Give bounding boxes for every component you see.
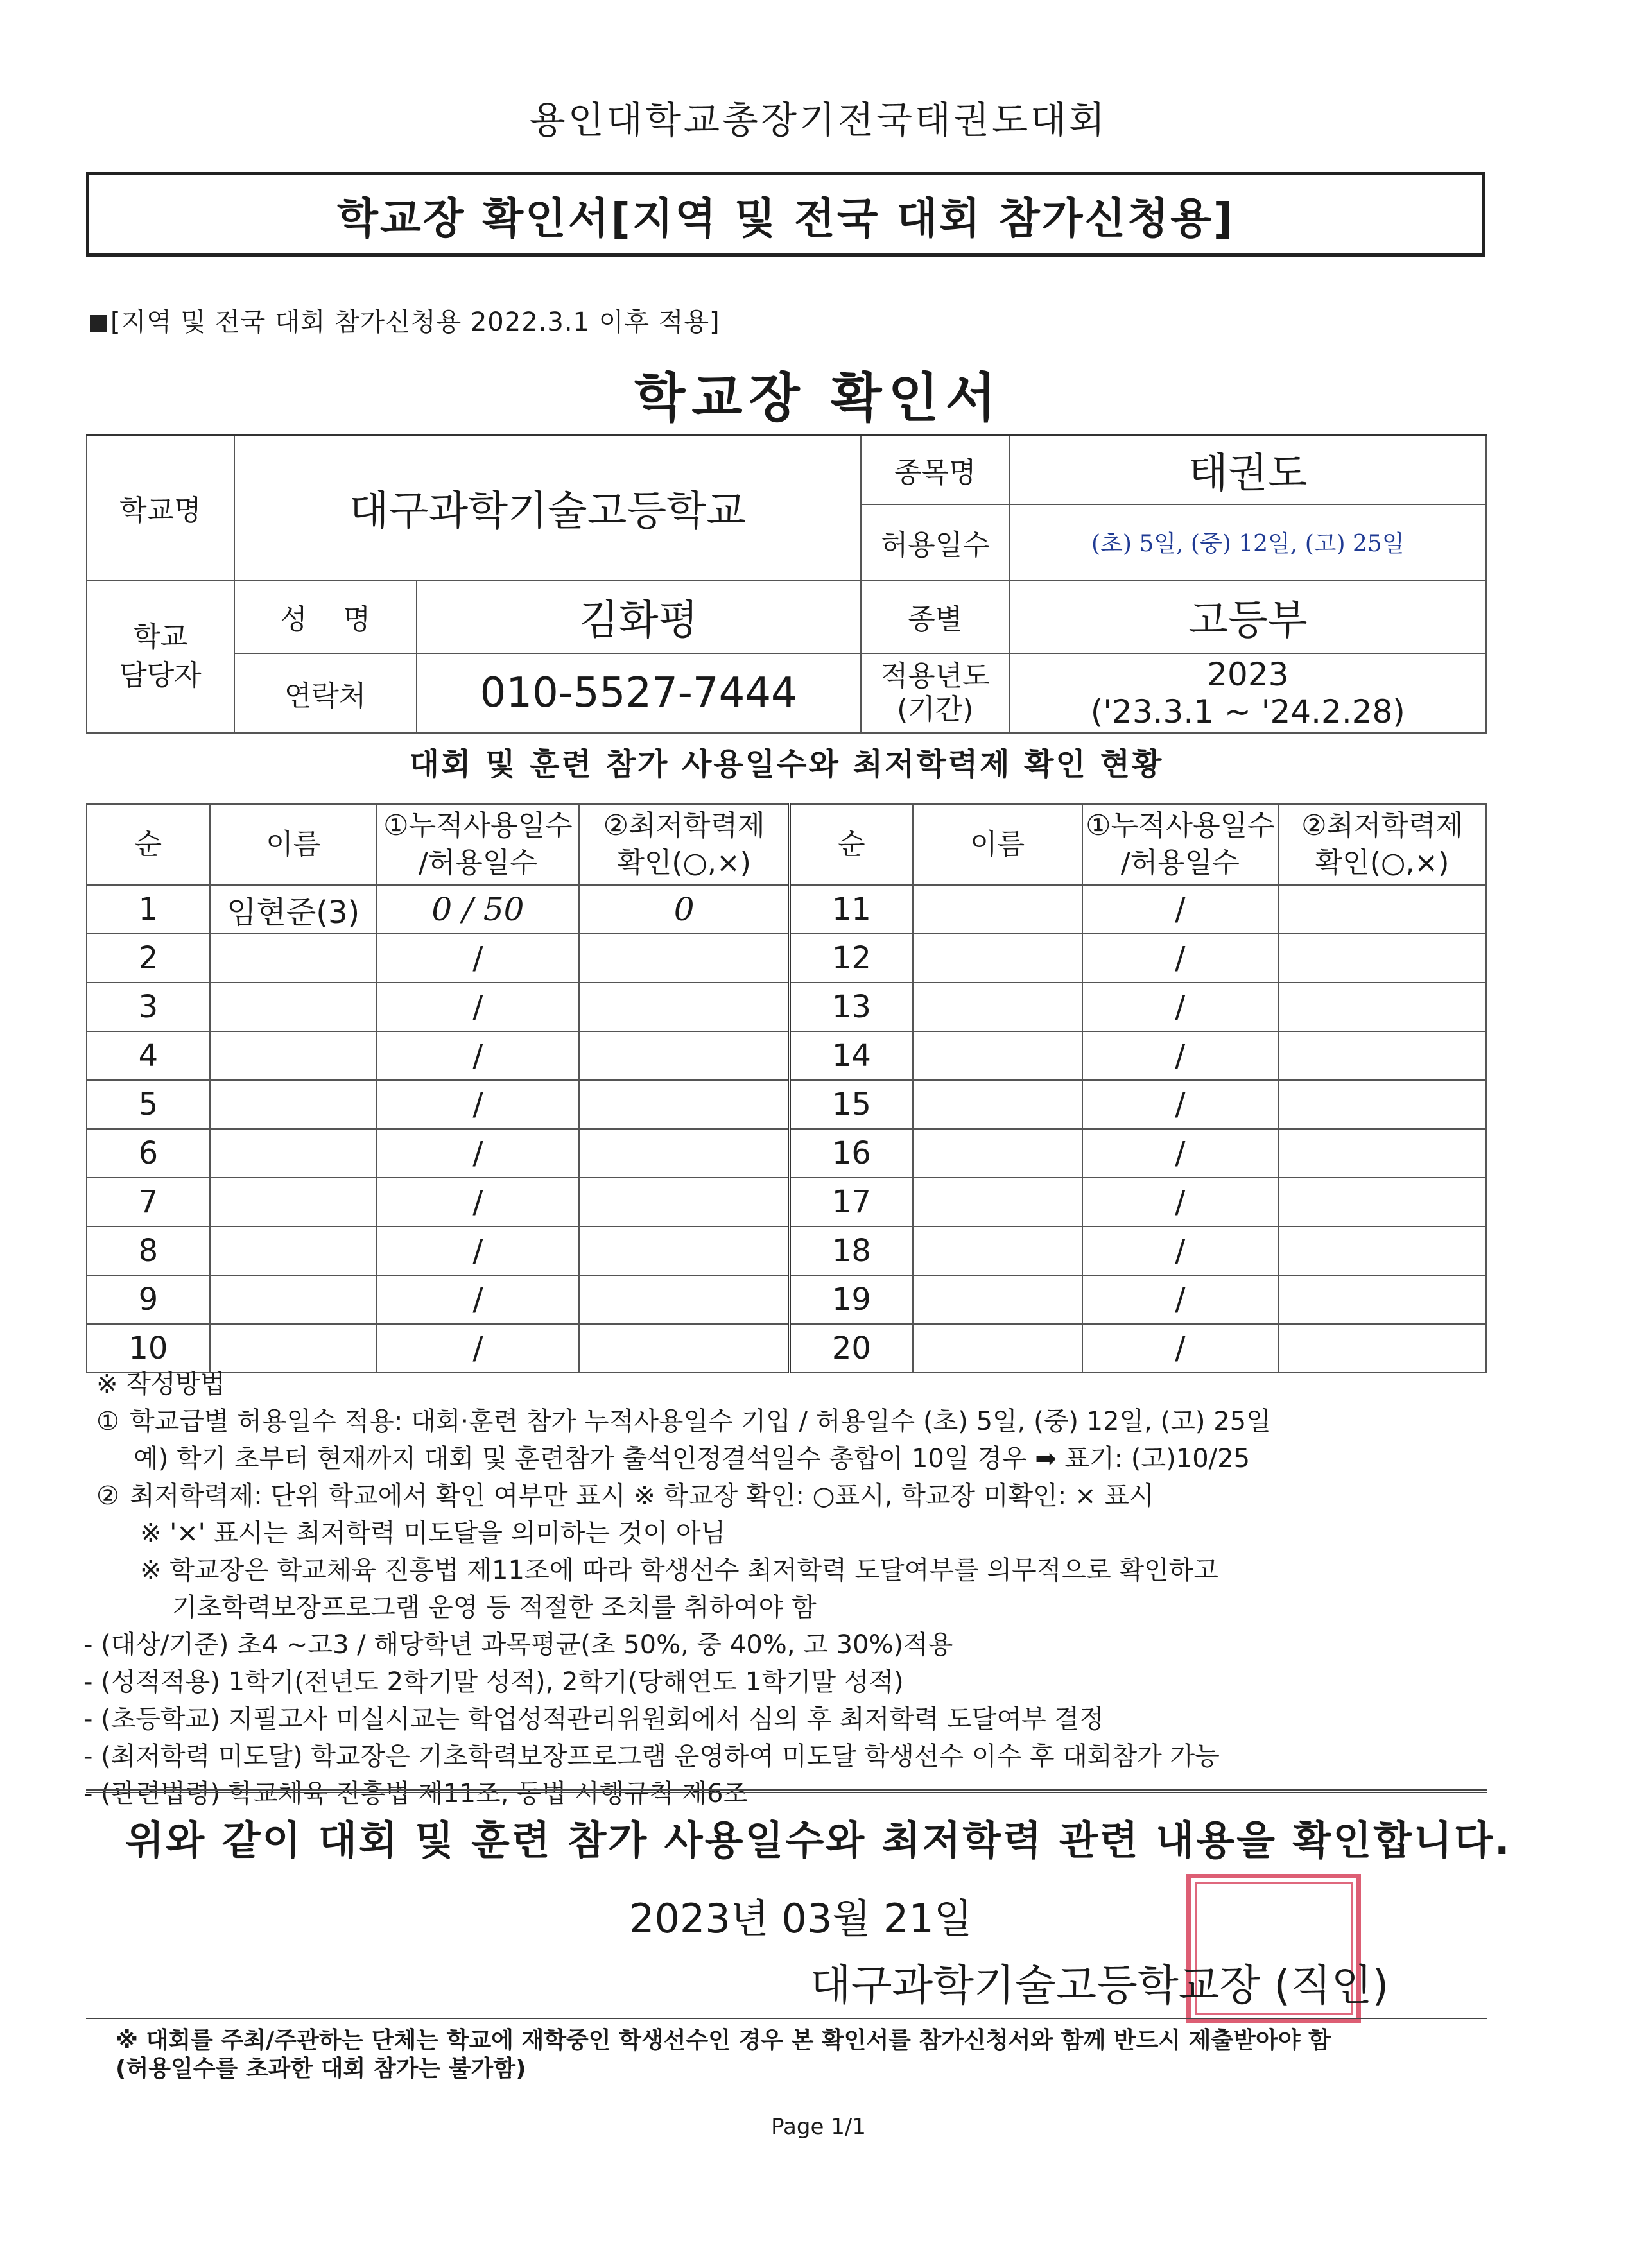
- allowed-days-value: (초) 5일, (중) 12일, (고) 25일: [1010, 504, 1486, 580]
- header-name: 이름: [210, 804, 377, 885]
- records-header-row: [87, 804, 1486, 885]
- row-name: [210, 1275, 377, 1324]
- row-name: [913, 983, 1082, 1031]
- page-number: Page 1/1: [771, 2114, 866, 2140]
- division-value: 고등부: [1010, 580, 1486, 653]
- table-row: [87, 1031, 1486, 1080]
- notice-line: [90, 302, 720, 338]
- row-number: 2: [87, 934, 210, 983]
- row-number: 5: [87, 1080, 210, 1129]
- row-days: /: [377, 1031, 580, 1080]
- year-value: 2023: [1207, 655, 1289, 693]
- instruction-example: 예) 학기 초부터 현재까지 대회 및 훈련참가 출석인정결석일수 총합이 10일 경우 ➡ 표기: (고)10/25: [134, 1444, 1251, 1473]
- manager-name: 김화평: [417, 580, 861, 653]
- row-check: [579, 1080, 790, 1129]
- item-number: ②: [96, 1481, 119, 1511]
- row-name: [913, 1178, 1082, 1226]
- row-number: 17: [790, 1178, 913, 1226]
- row-number: 13: [790, 983, 913, 1031]
- row-name: [913, 885, 1082, 934]
- year-cell: [1010, 653, 1486, 733]
- divider: [86, 1789, 1487, 1793]
- school-name: 대구과학기술고등학교: [234, 435, 861, 580]
- allowed-days-label: 허용일수: [861, 504, 1010, 580]
- instruction-bullet: - (성적적용) 1학기(전년도 2학기말 성적), 2학기(당해연도 1학기말 성적): [83, 1667, 904, 1697]
- instruction-item-1: 학교급별 허용일수 적용: 대회·훈련 참가 누적사용일수 기입 / 허용일수 (초) 5일, (중) 12일, (고) 25일: [130, 1407, 1271, 1436]
- table-row: [87, 1178, 1486, 1226]
- school-label: 학교명: [87, 435, 234, 580]
- table-row: [87, 1129, 1486, 1178]
- instruction-note-1: ※ '×' 표시는 최저학력 미도달을 의미하는 것이 아님: [140, 1518, 726, 1548]
- confirmation-text: 위와 같이 대회 및 훈련 참가 사용일수와 최저학력 관련 내용을 확인합니다.: [125, 1817, 1512, 1864]
- table-row: [87, 1080, 1486, 1129]
- table-row: [87, 934, 1486, 983]
- row-name: [913, 1226, 1082, 1275]
- row-days: /: [377, 1080, 580, 1129]
- row-days: /: [377, 1275, 580, 1324]
- instruction-bullet: - (관련법령) 학교체육 진흥법 제11조, 동법 시행규칙 제6조: [83, 1779, 749, 1808]
- instruction-bullet: - (대상/기준) 초4 ~고3 / 해당학년 과목평균(초 50%, 중 40%, 고 30%)적용: [83, 1630, 953, 1660]
- row-number: 3: [87, 983, 210, 1031]
- instruction-item-2: 최저학력제: 단위 학교에서 확인 여부만 표시 ※ 학교장 확인: ○표시, 학교장 미확인: × 표시: [130, 1481, 1154, 1511]
- row-check: [579, 1129, 790, 1178]
- row-days: /: [1082, 983, 1279, 1031]
- row-number: 20: [790, 1324, 913, 1373]
- name-label: 성 명: [234, 580, 417, 653]
- row-name: [210, 983, 377, 1031]
- contact-value: 010-5527-7444: [417, 653, 861, 733]
- row-check: [579, 934, 790, 983]
- row-days: /: [1082, 1031, 1279, 1080]
- row-number: 9: [87, 1275, 210, 1324]
- row-number: 8: [87, 1226, 210, 1275]
- row-check: [1278, 1275, 1486, 1324]
- info-table: [86, 434, 1487, 734]
- item-number: ①: [96, 1407, 119, 1436]
- row-check: [579, 983, 790, 1031]
- square-bullet-icon: [90, 315, 107, 332]
- footer-divider: [86, 2018, 1487, 2019]
- header-check: ②최저학력제 확인(○,×): [1278, 804, 1486, 885]
- row-name: 임현준(3): [210, 885, 377, 934]
- instruction-note-2: ※ 학교장은 학교체육 진흥법 제11조에 따라 학생선수 최저학력 도달여부를 의무적으로 확인하고: [140, 1556, 1218, 1585]
- table-row: [87, 885, 1486, 934]
- row-check: [1278, 1031, 1486, 1080]
- status-title: 대회 및 훈련 참가 사용일수와 최저학력제 확인 현황: [409, 746, 1164, 782]
- row-days: /: [1082, 934, 1279, 983]
- table-row: [87, 1226, 1486, 1275]
- row-days: /: [377, 934, 580, 983]
- row-check: [1278, 1080, 1486, 1129]
- date: 2023년 03월 21일: [629, 1895, 973, 1942]
- year-label: 적용년도 (기간): [861, 653, 1010, 733]
- row-check: [1278, 1129, 1486, 1178]
- event-title: 용인대학교총장기전국태권도대회: [529, 98, 1108, 142]
- sport-value: 태권도: [1010, 435, 1486, 504]
- row-days: /: [1082, 1275, 1279, 1324]
- row-check: [1278, 885, 1486, 934]
- row-number: 7: [87, 1178, 210, 1226]
- row-number: 14: [790, 1031, 913, 1080]
- row-number: 11: [790, 885, 913, 934]
- row-check: [579, 1031, 790, 1080]
- row-name: [913, 1080, 1082, 1129]
- contact-label: 연락처: [234, 653, 417, 733]
- row-days: /: [1082, 1178, 1279, 1226]
- row-name: [913, 1129, 1082, 1178]
- row-name: [210, 1129, 377, 1178]
- instruction-bullet: - (최저학력 미도달) 학교장은 기초학력보장프로그램 운영하여 미도달 학생선수 이수 후 대회참가 가능: [83, 1742, 1220, 1771]
- instructions-heading: ※ 작성방법: [96, 1370, 225, 1399]
- table-row: [87, 1275, 1486, 1324]
- row-number: 1: [87, 885, 210, 934]
- header-days: ①누적사용일수 /허용일수: [377, 804, 580, 885]
- header-name: 이름: [913, 804, 1082, 885]
- instructions: [83, 1366, 1509, 1812]
- row-check: 0: [579, 885, 790, 934]
- instruction-note-2b: 기초학력보장프로그램 운영 등 적절한 조치를 취하여야 함: [172, 1593, 817, 1622]
- row-number: 15: [790, 1080, 913, 1129]
- row-days: /: [377, 983, 580, 1031]
- row-days: /: [1082, 1324, 1279, 1373]
- row-name: [913, 1031, 1082, 1080]
- header-check: ②최저학력제 확인(○,×): [579, 804, 790, 885]
- row-name: [210, 1031, 377, 1080]
- row-number: 19: [790, 1275, 913, 1324]
- table-row: [87, 983, 1486, 1031]
- sport-label: 종목명: [861, 435, 1010, 504]
- row-number: 12: [790, 934, 913, 983]
- row-days: /: [1082, 1226, 1279, 1275]
- row-check: [579, 1275, 790, 1324]
- document-title: 학교장 확인서[지역 및 전국 대회 참가신청용]: [86, 172, 1485, 257]
- row-check: [1278, 1226, 1486, 1275]
- row-check: [1278, 934, 1486, 983]
- row-check: [579, 1226, 790, 1275]
- row-days: /: [377, 1178, 580, 1226]
- instruction-bullet: - (초등학교) 지필고사 미실시교는 학업성적관리위원회에서 심의 후 최저학력 도달여부 결정: [83, 1705, 1104, 1734]
- row-days: /: [1082, 885, 1279, 934]
- row-name: [210, 1080, 377, 1129]
- row-name: [210, 934, 377, 983]
- row-number: 16: [790, 1129, 913, 1178]
- records-table: [86, 803, 1487, 1373]
- row-number: 4: [87, 1031, 210, 1080]
- row-days: 0 / 50: [377, 885, 580, 934]
- row-check: [579, 1178, 790, 1226]
- row-days: /: [377, 1226, 580, 1275]
- row-number: 18: [790, 1226, 913, 1275]
- row-number: 10: [87, 1324, 210, 1373]
- row-check: [1278, 983, 1486, 1031]
- header-no: 순: [790, 804, 913, 885]
- manager-label: 학교 담당자: [87, 580, 234, 733]
- principal-signature: 대구과학기술고등학교장 (직인): [810, 1961, 1389, 2010]
- row-number: 6: [87, 1129, 210, 1178]
- row-days: /: [1082, 1080, 1279, 1129]
- row-days: /: [377, 1324, 580, 1373]
- period-value: ('23.3.1 ~ '24.2.28): [1090, 692, 1405, 730]
- row-name: [210, 1178, 377, 1226]
- header-days: ①누적사용일수 /허용일수: [1082, 804, 1279, 885]
- row-days: /: [1082, 1129, 1279, 1178]
- footer-note: ※ 대회를 주최/주관하는 단체는 학교에 재학중인 학생선수인 경우 본 확인서를 참가신청서와 함께 반드시 제출받아야 함 (허용일수를 초과한 대회 참가는 불가함): [116, 2027, 1331, 2082]
- row-name: [913, 1275, 1082, 1324]
- row-days: /: [377, 1129, 580, 1178]
- row-check: [1278, 1178, 1486, 1226]
- header-no: 순: [87, 804, 210, 885]
- row-name: [210, 1226, 377, 1275]
- division-label: 종별: [861, 580, 1010, 653]
- form-title: 학교장 확인서: [634, 368, 1003, 429]
- row-name: [913, 934, 1082, 983]
- notice-text: [지역 및 전국 대회 참가신청용 2022.3.1 이후 적용]: [110, 307, 720, 337]
